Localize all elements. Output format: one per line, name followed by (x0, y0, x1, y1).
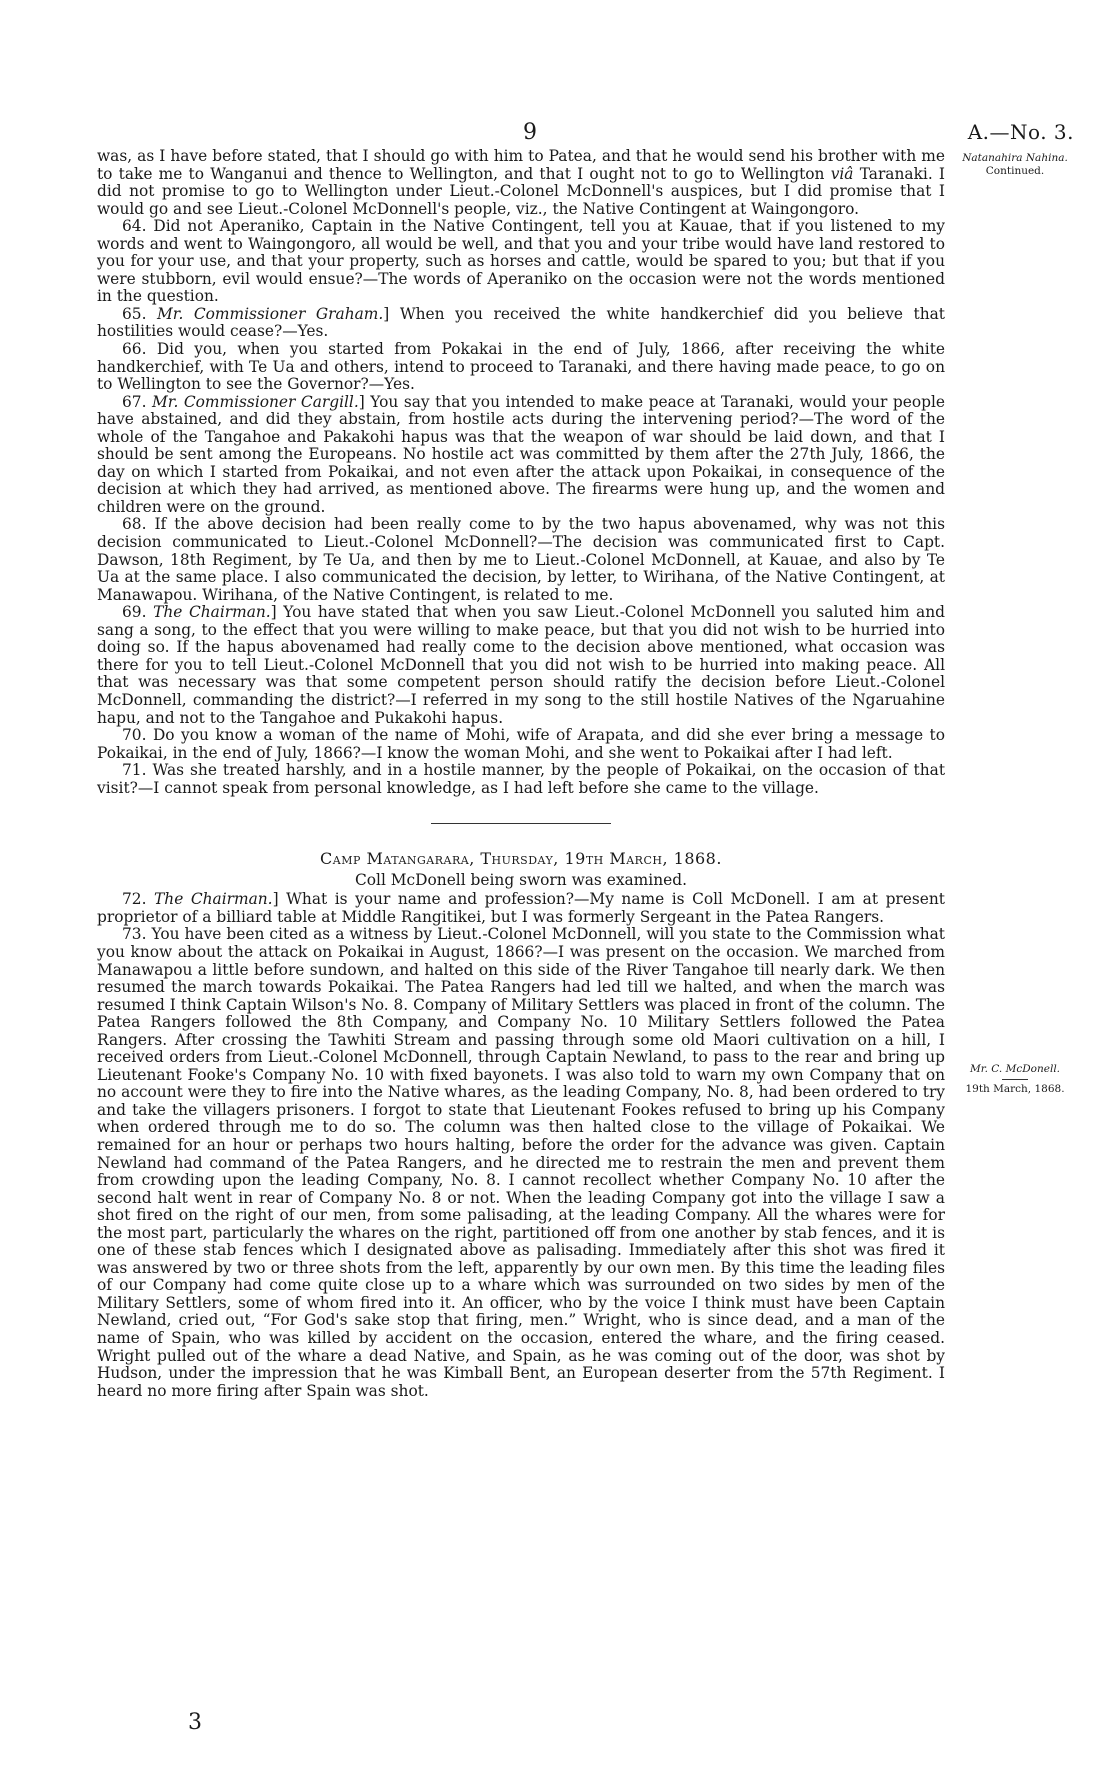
question-66: 66. Did you, when you started from Pokakai in the end of July, 1866, after receiving the white handkerchief, with Te Ua and others, intend to proceed to Taranaki, and there having made peace, to go on to Wellington to see the Governor?—Yes. (97, 340, 945, 394)
margin-note-date: 19th March, 1868. (965, 1083, 1065, 1095)
question-68: 68. If the above decision had been really come to by the two hapus abovenamed, why was not this decision communicated to Lieut.-Colonel McDonnell?—The decision was communicated first to Capt. Dawson, 18th Regiment, by Te Ua, and then by me to Lieut.-Colonel McDonnell, at Kauae, and also by Te Ua at the same place. I also communicated the decision, by letter, to Wirihana, of the Native Contingent, at Manawapou. Wirihana, of the Native Contingent, is related to me. (97, 515, 945, 604)
paragraph-continued: was, as I have before stated, that I should go with him to Patea, and that he would send his brother with me to take me to Wanganui and thence to Wellington, and that I ought not to go to Wellington viâ Taranaki. I did not promise to go to Wellington under Lieut.-Colonel McDonnell's auspices, but I did promise that I would go and see Lieut.-Colonel McDonnell's people, viz., the Native Contingent at Waingongoro. (97, 147, 945, 218)
question-69: 69. The Chairman.] You have stated that when you saw Lieut.-Colonel McDonnell you saluted him and sang a song, to the effect that you were willing to make peace, but that you did not wish to be hurried into doing so. If the hapus abovenamed had really come to the decision above mentioned, what occasion was there for you to tell Lieut.-Colonel McDonnell that you did not wish to be hurried into making peace. All that was necessary was that some competent person should ratify the decision before Lieut.-Colonel McDonnell, commanding the district?—I referred in my song to the still hostile Natives of the Ngaruahine hapu, and not to the Tangahoe and Pukakohi hapus. (97, 603, 945, 727)
section-divider (431, 823, 611, 824)
page-number: 9 (523, 120, 537, 145)
question-70: 70. Do you know a woman of the name of Mohi, wife of Arapata, and did she ever bring a message to Pokaikai, in the end of July, 1866?—I know the woman Mohi, and she went to Pokaikai after I had left. (97, 726, 945, 762)
question-72: 72. The Chairman.] What is your name and profession?—My name is Coll McDonell. I am at present proprietor of a billiard table at Middle Rangitikei, but I was formerly Sergeant in the Patea Rangers. (97, 890, 945, 926)
document-reference: A.—No. 3. (967, 120, 1074, 144)
sworn-statement: Coll McDonell being sworn was examined. (355, 870, 687, 889)
margin-note-continued: Continued. (985, 165, 1045, 177)
margin-note-name: Mr. C. McDonell. (969, 1063, 1061, 1075)
question-67: 67. Mr. Commissioner Cargill.] You say that you intended to make peace at Taranaki, would your people have abstained, and did they abstain, from hostile acts during the intervening period?—The word of the whole of the Tangahoe and Pakakohi hapus was that the weapon of war should be laid down, and that I should be sent among the Europeans. No hostile act was committed by them after the 27th July, 1866, the day on which I started from Pokaikai, and not even after the attack upon Pokaikai, in consequence of the decision at which they had arrived, as mentioned above. The firearms were hung up, and the women and children were on the ground. (97, 392, 945, 516)
question-64: 64. Did not Aperaniko, Captain in the Native Contingent, tell you at Kauae, that if you listened to my words and went to Waingongoro, all would be well, and that you and your tribe would have land restored to you for your use, and that your property, such as horses and cattle, would be spared to you; but that if you were stubborn, evil would ensue?—The words of Aperaniko on the occasion were not the words mentioned in the question. (97, 217, 945, 306)
margin-note-witness-2 (950, 1063, 1080, 1096)
margin-note-name: Natanahira Nahina. (962, 152, 1068, 164)
question-71: 71. Was she treated harshly, and in a hostile manner, by the people of Pokaikai, on the occasion of that visit?—I cannot speak from personal knowledge, as I had left before she came to the village. (97, 761, 945, 797)
document-body (97, 148, 945, 1400)
question-65: 65. Mr. Commissioner Graham.] When you received the white handkerchief did you believe that hostilities would cease?—Yes. (97, 304, 945, 341)
question-73: 73. You have been cited as a witness by Lieut.-Colonel McDonnell, will you state to the Commission what you know about the attack on Pokaikai in August, 1866?—I was present on the occasion. We marched from Manawapou a little before sundown, and halted on this side of the River Tangahoe till nearly dark. We then resumed the march towards Pokaikai. The Patea Rangers had led till we halted, and when the march was resumed I think Captain Wilson's No. 8. Company of Military Settlers was placed in front of the column. The Patea Rangers followed the 8th Company, and Company No. 10 Military Settlers followed the Patea Rangers. After crossing the Tawhiti Stream and passing through some old Maori cultivation on a hill, I received orders from Lieut.-Colonel McDonnell, through Captain Newland, to pass to the rear and bring up Lieutenant Fooke's Company No. 10 with fixed bayonets. I was also told to warn my own Company that on no account were they to fire into the Native whares, as the leading Company, No. 8, had been ordered to try and take the villagers prisoners. I forgot to state that Lieutenant Fookes refused to bring up his Company when ordered through me to do so. The column was then halted close to the village of Pokaikai. We remained for an hour or perhaps two hours halting, before the order for the advance was given. Captain Newland had command of the Patea Rangers, and he directed me to restrain the men and prevent them from crowding upon the leading Company, No. 8. I cannot recollect whether Company No. 10 after the second halt went in rear of Company No. 8 or not. When the leading Company got into the village I saw a shot fired on the right of our men, from some palisading, at the leading Company. All the whares were for the most part, particularly the whares on the right, partitioned off from one another by stab fences, and it is one of these stab fences which I designated above as palisading. Immediately after this shot was fired it was answered by two or three shots from the left, apparently by our own men. By this time the leading files of our Company had come quite close up to a whare which was surrounded on two sides by men of the Military Settlers, some of whom fired into it. An officer, who by the voice I think must have been Captain Newland, cried out, “For God's sake stop that firing, men.” Wright, who is since dead, and a man of the name of Spain, who was killed by accident on the occasion, entered the whare, and the firing ceased. Wright pulled out of the whare a dead Native, and Spain, as he was coming out of the door, was shot by Hudson, under the impression that he was Kimball Bent, an European deserter from the 57th Regiment. I heard no more firing after Spain was shot. (97, 925, 945, 1400)
margin-note-witness-1 (950, 152, 1080, 178)
sheet-signature: 3 (188, 1710, 202, 1735)
margin-note-rule (1002, 1079, 1028, 1080)
section-heading: Camp Matangarara, Thursday, 19th March, 1868. (320, 849, 722, 869)
